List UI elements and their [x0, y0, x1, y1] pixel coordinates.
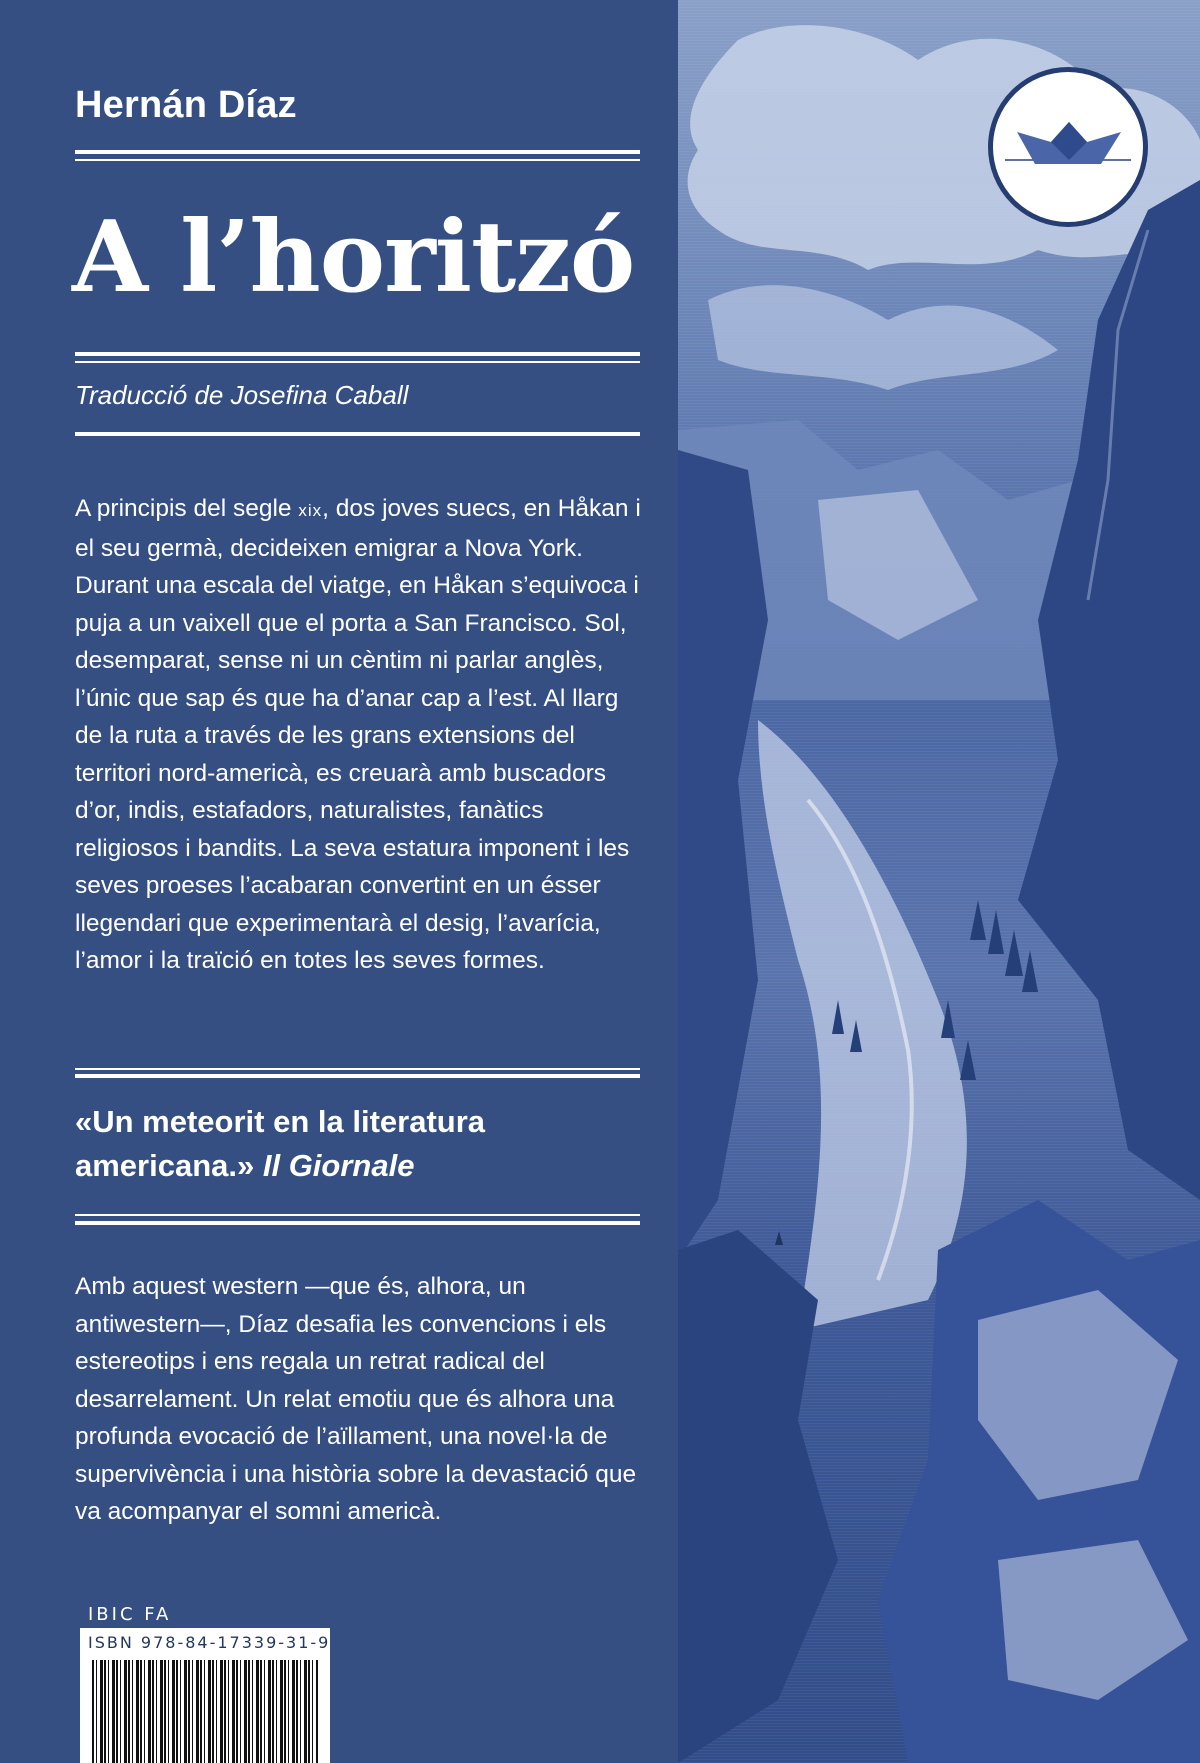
divider-quote-bottom-2 — [75, 1221, 640, 1225]
blurb-description — [75, 490, 645, 980]
translator-credit: Traducció de Josefina Caball — [75, 380, 409, 410]
quote-source: Il Giornale — [262, 1148, 415, 1183]
blurb-text-start: A principis del segle — [75, 495, 299, 522]
divider-title-2 — [75, 361, 640, 363]
engraving-illustration — [678, 0, 1200, 1763]
isbn-number: ISBN 978-84-17339-31-9 — [88, 1633, 331, 1652]
quote-text: «Un meteorit en la literatura americana.» — [75, 1104, 486, 1183]
divider-top-2 — [75, 159, 640, 161]
barcode — [80, 1628, 330, 1763]
divider-quote-bottom-1 — [75, 1214, 640, 1216]
blurb-text-rest: , dos joves suecs, en Håkan i el seu germà, decideixen emigrar a Nova York. Durant una escala del viatge, en Håkan s’equivoca i puja a un vaixell que el porta a San Francisco. Sol, desemparat, sense ni un cèntim ni parlar anglès, l’únic que sap és que ha d’anar cap a l’est. Al llarg de la ruta a través de les grans extensions del territori nord-americà, es creuarà amb buscadors d’or, indis, estafadors, naturalistes, fanàtics religiosos i bandits. La seva estatura imponent i les seves proeses l’acabaran convertint en un ésser llegendari que experimentarà el desig, l’avarícia, l’amor i la traïció en totes les seves formes. — [75, 495, 641, 974]
divider-quote-top-1 — [75, 1068, 640, 1070]
divider-quote-top-2 — [75, 1074, 640, 1078]
divider-title-1 — [75, 352, 640, 356]
mountain-valley-engraving-icon — [678, 0, 1200, 1763]
press-quote — [75, 1100, 645, 1188]
blurb-description-2 — [75, 1268, 645, 1531]
barcode-bars — [92, 1660, 318, 1763]
divider-translator — [75, 432, 640, 436]
author-name: Hernán Díaz — [75, 84, 297, 126]
book-title: A l’horitzó — [72, 200, 635, 315]
divider-top-1 — [75, 150, 640, 154]
paper-boat-icon — [993, 72, 1143, 222]
publisher-logo — [988, 67, 1148, 227]
blurb-2-text: Amb aquest western —que és, alhora, un antiwestern—, Díaz desafia les convencions i els estereotips i ens regala un retrat radical del desarrelament. Un relat emotiu que és alhora una profunda evocació de l’aïllament, una novel·la de supervivència i una història sobre la devastació que va acompanyar el somni americà. — [75, 1273, 637, 1525]
ibic-code: IBIC FA — [88, 1604, 172, 1625]
century-numeral: xix — [298, 501, 323, 520]
